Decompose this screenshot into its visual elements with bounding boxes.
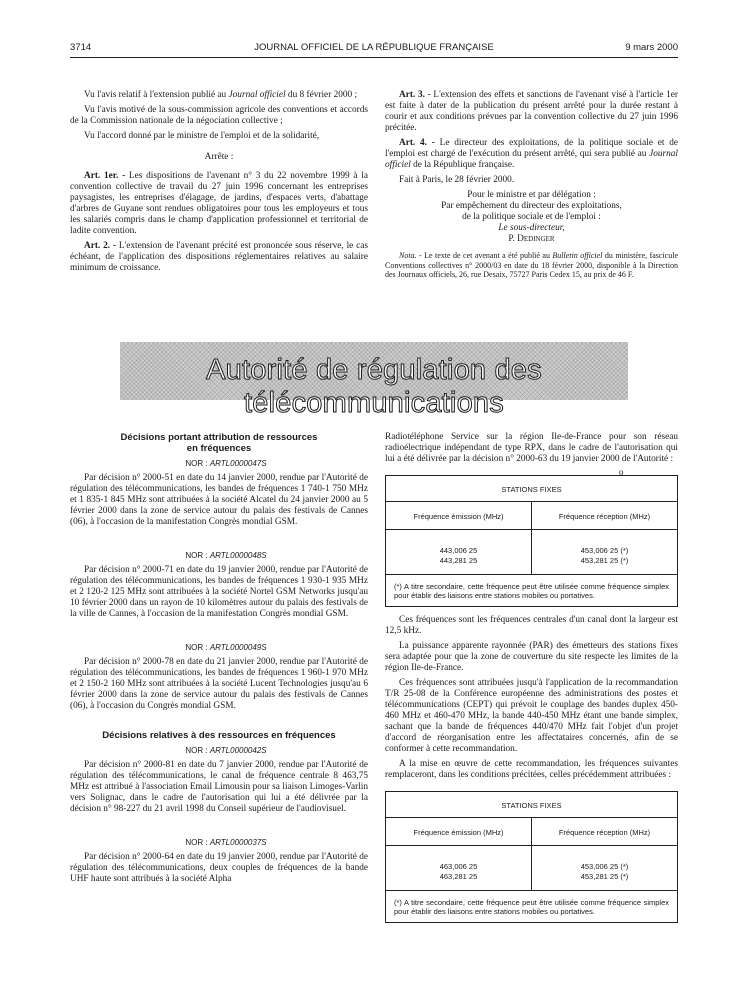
stations-fixes-table-1 — [385, 475, 678, 607]
nor-reference: NOR : ARTL0000037S — [185, 838, 267, 847]
table-footnote: (*) A titre secondaire, cette fréquence peut être utilisée comme fréquence simplex pour établir des liaisons entre stations mobiles ou portatives. — [394, 582, 669, 600]
header-rule — [70, 57, 678, 58]
decision-continuation: Radiotéléphone Service sur la région Ile-de-France pour son réseau radioélectrique indépendant de type RPX, dans le cadre de l'autorisation qui lui a été délivrée par la décision n° 2000-63 du 19 janvier 2000 de l'Autorité : — [385, 432, 678, 464]
nor-reference: NOR : ARTL0000049S — [185, 643, 267, 652]
table-footnote: (*) A titre secondaire, cette fréquence peut être utilisée comme fréquence simplex pour établir des liaisons entre stations mobiles ou portatives. — [394, 898, 669, 916]
vu-accord: Vu l'accord donné par le ministre de l'emploi et de la solidarité, — [84, 131, 320, 141]
fait-a-paris: Fait à Paris, le 28 février 2000. — [399, 175, 515, 185]
table-title: STATIONS FIXES — [386, 476, 677, 502]
nor-reference: NOR : ARTL0000048S — [185, 551, 267, 560]
reception-values: 453,006 25 (*) 453,281 25 (*) — [531, 846, 677, 891]
signature-name: P. Dedinger — [508, 234, 555, 244]
article-4: Art. 4. - Le directeur des exploitations, de la politique sociale et de l'emploi est chargé de l'exécution du présent arrêté, qui sera publié au Journal officiel de la République française. — [385, 138, 678, 170]
top-left-column — [70, 90, 368, 278]
nor-reference: NOR : ARTL0000047S — [185, 459, 267, 468]
decision-2000-64: Par décision n° 2000-64 en date du 19 janvier 2000, rendue par l'Autorité de régulation des télécommunications, deux couples de fréquences de la bande UHF haute sont attribués à la société Alpha — [70, 852, 368, 884]
stations-fixes-table-2 — [385, 791, 678, 923]
article-3: Art. 3. - L'extension des effets et sanctions de l'avenant visé à l'article 1er est faite à dater de la publication du présent arrêté pour la durée restant à courir et aux conditions prévues par la convention collective du 27 juin 1996 précitée. — [385, 90, 678, 133]
journal-title: JOURNAL OFFICIEL DE LA RÉPUBLIQUE FRANÇAISE — [254, 42, 494, 53]
emission-values: 443,006 25 443,281 25 — [386, 530, 531, 575]
signature-block — [385, 190, 678, 245]
decision-2000-51: Par décision n° 2000-51 en date du 14 janvier 2000, rendue par l'Autorité de régulation des télécommunications, les bandes de fréquences 1 740-1 750 MHz et 1 835-1 845 MHz sont attribuées à la société Alcatel du 24 janvier 2000 au 5 février 2000 dans la zone de service autour du palais des festivals de Cannes (06), à l'occasion de la manifestation Congrès mondial GSM. — [70, 473, 368, 527]
margin-mark: o — [619, 467, 624, 477]
running-header — [70, 42, 678, 56]
table-title: STATIONS FIXES — [386, 792, 677, 818]
banner-title: Autorité de régulation des télécommunications — [206, 354, 542, 419]
column-header-emission: Fréquence émission (MHz) — [386, 502, 531, 530]
arrete-heading: Arrête : — [204, 152, 234, 162]
reception-values: 453,006 25 (*) 453,281 25 (*) — [531, 530, 677, 575]
table-header-row — [386, 818, 677, 846]
column-header-reception: Fréquence réception (MHz) — [531, 818, 677, 846]
section-title-attribution: Décisions portant attribution de ressources en fréquences — [120, 432, 318, 454]
table-row — [386, 846, 677, 891]
article-1: Art. 1er. - Les dispositions de l'avenant n° 3 du 22 novembre 1999 à la convention collective de travail du 27 juin 1996 concernant les entreprises paysagistes, les entreprises d'élagage, de jardins, d'espaces verts, d'abattage d'arbres de Guyane sont rendues obligatoires pour tous les employeurs et tous les salariés compris dans le champ d'application professionnel et territorial de ladite convention. — [70, 171, 368, 236]
issue-date: 9 mars 2000 — [625, 42, 678, 53]
column-header-reception: Fréquence réception (MHz) — [531, 502, 677, 530]
signature-line-3: de la politique sociale et de l'emploi : — [462, 212, 601, 222]
vu-avis-extension: Vu l'avis relatif à l'extension publié au Journal officiel du 8 février 2000 ; — [84, 90, 358, 100]
table-row — [386, 530, 677, 575]
top-right-column — [385, 90, 678, 280]
section-title-ressources: Décisions relatives à des ressources en fréquences — [102, 730, 336, 741]
signature-line-4: Le sous-directeur, — [498, 223, 565, 233]
nor-reference: NOR : ARTL0000042S — [185, 746, 267, 755]
signature-line-2: Par empêchement du directeur des exploitations, — [441, 201, 622, 211]
paragraph-canal: Ces fréquences sont les fréquences centrales d'un canal dont la largeur est 12,5 kHz. — [385, 615, 678, 636]
section-banner — [120, 342, 628, 419]
paragraph-puissance: La puissance apparente rayonnée (PAR) des émetteurs des stations fixes sera adaptée pour que la zone de couverture du site respecte les limites de la région Ile-de-France. — [385, 641, 678, 673]
signature-line-1: Pour le ministre et par délégation : — [467, 190, 596, 200]
lower-right-column — [385, 432, 678, 931]
decision-2000-71: Par décision n° 2000-71 en date du 19 janvier 2000, rendue par l'Autorité de régulation des télécommunications, les bandes de fréquences 1 930-1 935 MHz et 2 120-2 125 MHz sont attribuées à la société Nortel GSM Networks jusqu'au 10 février 2000 dans un rayon de 10 kilomètres autour du palais des festivals de la ville de Cannes, à l'occasion de la manifestation Congrès mondial GSM. — [70, 565, 368, 619]
table-header-row — [386, 502, 677, 530]
emission-values: 463,006 25 463,281 25 — [386, 846, 531, 891]
decision-2000-78: Par décision n° 2000-78 en date du 21 janvier 2000, rendue par l'Autorité de régulation des télécommunications, les bandes de fréquences 1 960-1 970 MHz et 2 150-2 160 MHz sont attribuées à la société Lucent Technologies jusqu'au 6 février 2000 dans la zone de service autour du palais des festivals de Cannes (06), à l'occasion du Congrès mondial GSM. — [70, 657, 368, 711]
nota: Nota. - Le texte de cet avenant a été publié au Bulletin officiel du ministère, fascicule Conventions collectives n° 2000/03 en date du 18 février 2000, disponible à la Direction des Journaux officiels, 26, rue Desaix, 75727 Paris Cedex 15, au prix de 46 F. — [385, 251, 679, 279]
paragraph-recommandation: Ces fréquences sont attribuées jusqu'à l'application de la recommandation T/R 25-08 de la Conférence européenne des administrations des postes et télécommunications (CEPT) qui prévoit le couplage des bandes duplex 450-460 MHz et 460-470 MHz, la bande 440-450 MHz étant une bande simplex, sachant que la bande de fréquences 440/470 MHz fait l'objet d'un projet d'accord de réorganisation entre les affectataires concernés, afin de se conformer à cette recommandation. — [385, 678, 678, 754]
article-2: Art. 2. - L'extension de l'avenant précité est prononcée sous réserve, le cas échéant, de l'application des dispositions réglementaires relatives au salaire minimum de croissance. — [70, 241, 369, 273]
page-number: 3714 — [70, 42, 92, 53]
paragraph-mise-en-oeuvre: A la mise en œuvre de cette recommandation, les fréquences suivantes remplaceront, dans les conditions précitées, celles précédemment attribuées : — [385, 759, 678, 780]
decision-2000-81: Par décision n° 2000-81 en date du 7 janvier 2000, rendue par l'Autorité de régulation des télécommunications, le canal de fréquence centrale 8 463,75 MHz est attribué à l'association Email Limousin pour sa liaison Limoges-Varlin vers Solignac, dans le cadre de l'autorisation qui lui a été délivrée par la décision n° 98-227 du 21 avril 1998 du Conseil supérieur de l'audiovisuel. — [70, 760, 368, 814]
vu-avis-motive: Vu l'avis motivé de la sous-commission agricole des conventions et accords de la Commission nationale de la négociation collective ; — [70, 105, 368, 126]
column-header-emission: Fréquence émission (MHz) — [386, 818, 531, 846]
lower-left-column — [70, 432, 368, 889]
